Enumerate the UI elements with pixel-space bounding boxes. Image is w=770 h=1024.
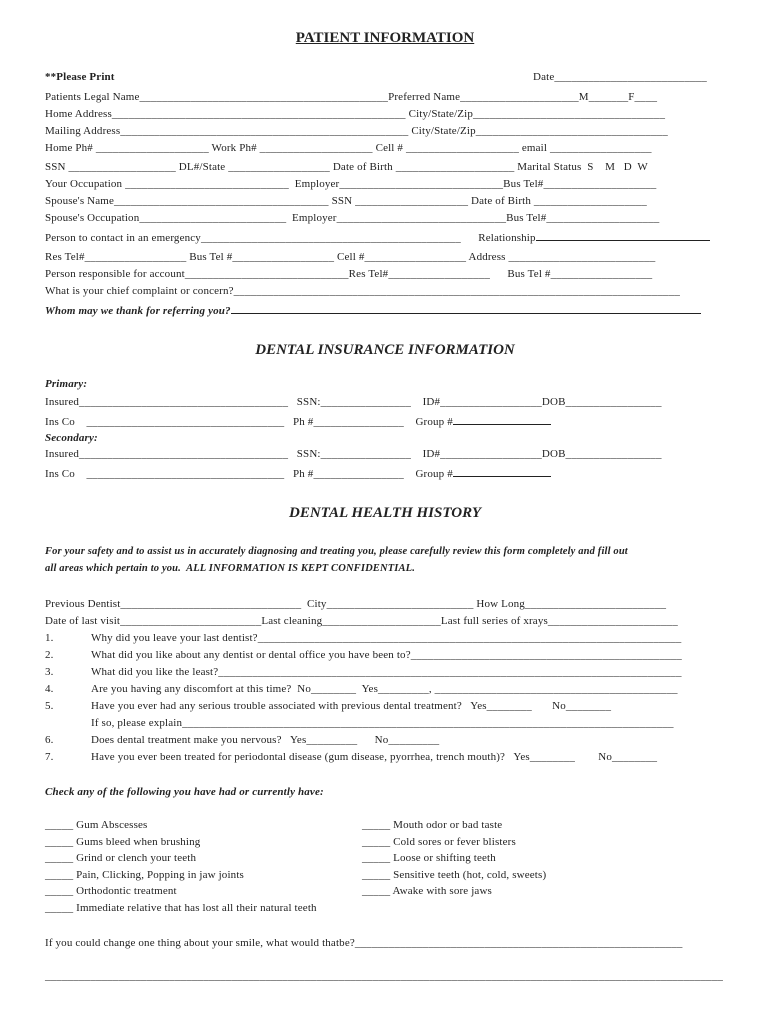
- emergency-contact-field[interactable]: Person to contact in an emergency______________________________________________ Relationship: [45, 231, 710, 245]
- home-address-field[interactable]: Home Address____________________________________________________ City/State/Zip__________________________________: [45, 108, 666, 120]
- primary-insured-field[interactable]: Insured_____________________________________ SSN:________________ ID#__________________DOB_________________: [45, 396, 662, 408]
- q6-number: 6.: [45, 734, 54, 746]
- q4-field[interactable]: Are you having any discomfort at this time? No________ Yes_________, ___________________________________________: [91, 683, 678, 695]
- q3-field[interactable]: What did you like the least?__________________________________________________________________________________: [91, 666, 682, 678]
- checklist-item[interactable]: _____ Pain, Clicking, Popping in jaw joints: [45, 869, 244, 881]
- legal-name-field[interactable]: Patients Legal Name____________________________________________Preferred Name_____________________M_______F____: [45, 91, 658, 103]
- checklist-item[interactable]: _____ Cold sores or fever blisters: [362, 836, 516, 848]
- checklist-item[interactable]: _____ Sensitive teeth (hot, cold, sweets): [362, 869, 547, 881]
- res-tel-field[interactable]: Res Tel#__________________ Bus Tel #__________________ Cell #__________________ Address __________________________: [45, 251, 656, 263]
- q1-field[interactable]: Why did you leave your last dentist?___________________________________________________________________________: [91, 632, 682, 644]
- q2-field[interactable]: What did you like about any dentist or dental office you have been to?________________________________________________: [91, 649, 682, 661]
- secondary-insured-field[interactable]: Insured_____________________________________ SSN:________________ ID#__________________DOB_________________: [45, 448, 662, 460]
- previous-dentist-field[interactable]: Previous Dentist________________________________ City__________________________ How Long_________________________: [45, 598, 667, 610]
- ssn-field[interactable]: SSN ___________________ DL#/State __________________ Date of Birth _____________________ Marital Status S M D W: [45, 161, 648, 173]
- checklist-item[interactable]: _____ Awake with sore jaws: [362, 885, 492, 897]
- referral-field[interactable]: Whom may we thank for referring you?: [45, 304, 701, 318]
- spouse-occupation-field[interactable]: Spouse's Occupation__________________________ Employer______________________________Bus Tel#____________________: [45, 212, 660, 224]
- smile-change-field[interactable]: If you could change one thing about your smile, what would thatbe?__________________________________________________________: [45, 937, 683, 949]
- secondary-label: Secondary:: [45, 432, 98, 444]
- primary-label: Primary:: [45, 378, 88, 390]
- notice-line-2: all areas which pertain to you. ALL INFORMATION IS KEPT CONFIDENTIAL.: [45, 563, 415, 574]
- please-print-note: **Please Print: [45, 71, 115, 83]
- history-title: DENTAL HEALTH HISTORY: [289, 505, 481, 521]
- date-field[interactable]: Date___________________________: [533, 71, 707, 83]
- q5-field[interactable]: Have you ever had any serious trouble associated with previous dental treatment? Yes________ No________: [91, 700, 612, 712]
- mailing-address-field[interactable]: Mailing Address___________________________________________________ City/State/Zip__________________________________: [45, 125, 668, 137]
- phones-field[interactable]: Home Ph# ____________________ Work Ph# ____________________ Cell # ____________________ email __________________: [45, 142, 652, 154]
- spouse-name-field[interactable]: Spouse's Name______________________________________ SSN ____________________ Date of Birth ____________________: [45, 195, 647, 207]
- checklist-item[interactable]: _____ Orthodontic treatment: [45, 885, 177, 897]
- q4-number: 4.: [45, 683, 54, 695]
- checklist-item[interactable]: _____ Immediate relative that has lost all their natural teeth: [45, 902, 317, 914]
- q3-number: 3.: [45, 666, 54, 678]
- q1-number: 1.: [45, 632, 54, 644]
- q5-explain-field[interactable]: If so, please explain_______________________________________________________________________________________: [91, 717, 674, 729]
- q5-number: 5.: [45, 700, 54, 712]
- chief-complaint-field[interactable]: What is your chief complaint or concern?_______________________________________________________________________________: [45, 285, 680, 297]
- responsible-party-field[interactable]: Person responsible for account_____________________________Res Tel#__________________ Bus Tel #__________________: [45, 268, 653, 280]
- patient-info-title: PATIENT INFORMATION: [295, 30, 475, 46]
- notice-line-1: For your safety and to assist us in accurately diagnosing and treating you, please carefully review this form completely and fill out: [45, 546, 628, 557]
- q7-number: 7.: [45, 751, 54, 763]
- secondary-insco-field[interactable]: Ins Co ___________________________________ Ph #________________ Group #: [45, 467, 551, 481]
- primary-insco-field[interactable]: Ins Co ___________________________________ Ph #________________ Group #: [45, 415, 551, 429]
- q2-number: 2.: [45, 649, 54, 661]
- checklist-title: Check any of the following you have had or currently have:: [45, 786, 324, 798]
- q7-field[interactable]: Have you ever been treated for periodontal disease (gum disease, pyorrhea, trench mouth)? Yes________ No________: [91, 751, 658, 763]
- insurance-title: DENTAL INSURANCE INFORMATION: [255, 342, 515, 358]
- checklist-item[interactable]: _____ Loose or shifting teeth: [362, 852, 496, 864]
- checklist-item[interactable]: _____ Mouth odor or bad taste: [362, 819, 503, 831]
- occupation-field[interactable]: Your Occupation _____________________________ Employer_____________________________Bus Tel#____________________: [45, 178, 657, 190]
- checklist-item[interactable]: _____ Grind or clench your teeth: [45, 852, 197, 864]
- checklist-item[interactable]: _____ Gums bleed when brushing: [45, 836, 201, 848]
- blank-answer-line[interactable]: ________________________________________________________________________________________________________________________: [45, 970, 723, 982]
- checklist-item[interactable]: _____ Gum Abscesses: [45, 819, 148, 831]
- last-visit-field[interactable]: Date of last visit_________________________Last cleaning_____________________Last full series of xrays_______________________: [45, 615, 678, 627]
- q6-field[interactable]: Does dental treatment make you nervous? Yes_________ No_________: [91, 734, 440, 746]
